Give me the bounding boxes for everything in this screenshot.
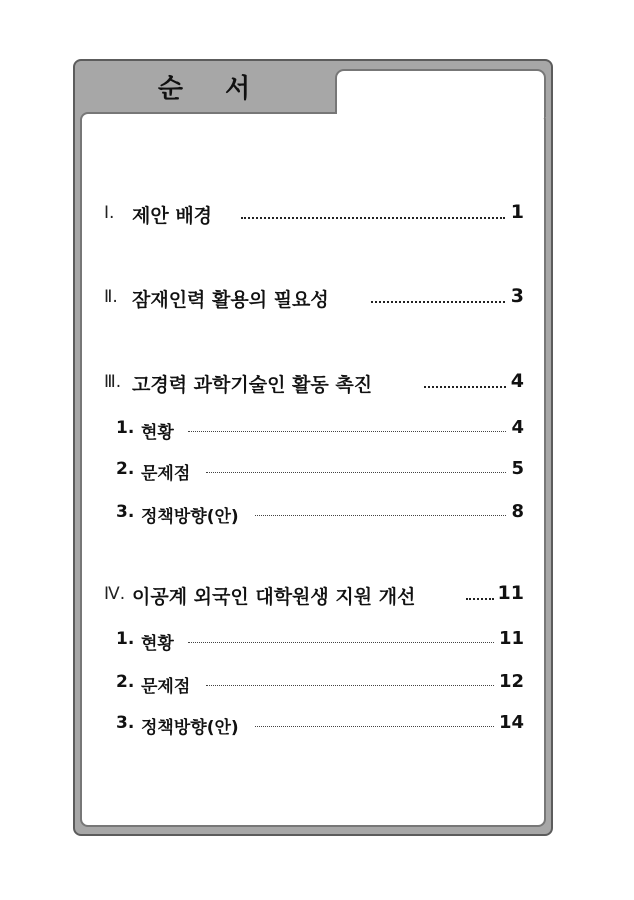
toc-subentry-page: 12 xyxy=(498,671,524,692)
page-title xyxy=(73,61,335,111)
toc-subentry-3-2[interactable] xyxy=(0,457,634,485)
dot-leader xyxy=(255,726,494,727)
toc-entry-number: Ⅰ. xyxy=(104,203,115,223)
toc-entry-number: Ⅳ. xyxy=(104,584,126,604)
toc-entry-page: 11 xyxy=(497,582,524,604)
dot-leader xyxy=(188,431,506,432)
title-char-2: 서 xyxy=(225,73,251,104)
toc-subentry-3-1[interactable] xyxy=(0,416,634,444)
toc-entry-label: 고경력 과학기술인 활동 촉진 xyxy=(132,374,373,396)
toc-subentry-number: 2. xyxy=(116,672,135,692)
toc-subentry-3-3[interactable] xyxy=(0,500,634,528)
dot-leader xyxy=(255,515,506,516)
toc-entry-page: 3 xyxy=(510,285,524,307)
toc-entry-4[interactable] xyxy=(0,581,634,609)
toc-subentry-number: 3. xyxy=(116,713,135,733)
toc-entry-page: 4 xyxy=(510,370,524,392)
toc-subentry-4-2[interactable] xyxy=(0,670,634,698)
toc-subentry-page: 4 xyxy=(511,417,524,438)
dot-leader xyxy=(424,386,506,388)
dot-leader xyxy=(206,685,494,686)
toc-subentry-number: 1. xyxy=(116,629,135,649)
toc-subentry-label: 문제점 xyxy=(141,677,191,697)
toc-entry-number: Ⅲ. xyxy=(104,372,122,392)
toc-entry-label: 이공계 외국인 대학원생 지원 개선 xyxy=(132,586,416,608)
toc-entry-3[interactable] xyxy=(0,369,634,397)
toc-subentry-number: 3. xyxy=(116,502,135,522)
dot-leader xyxy=(241,217,505,219)
toc-subentry-label: 정책방향(안) xyxy=(141,507,239,527)
toc-subentry-label: 현황 xyxy=(141,634,174,654)
toc-entry-label: 잠재인력 활용의 필요성 xyxy=(132,289,329,311)
toc-entry-label: 제안 배경 xyxy=(132,205,213,227)
dot-leader xyxy=(188,642,494,643)
toc-subentry-4-3[interactable] xyxy=(0,711,634,739)
toc-subentry-number: 1. xyxy=(116,418,135,438)
toc-subentry-label: 정책방향(안) xyxy=(141,718,239,738)
toc-subentry-label: 현황 xyxy=(141,423,174,443)
toc-subentry-page: 11 xyxy=(498,628,524,649)
dot-leader xyxy=(466,598,494,600)
toc-subentry-page: 14 xyxy=(498,712,524,733)
toc-subentry-page: 5 xyxy=(511,458,524,479)
title-char-1: 순 xyxy=(157,73,183,104)
toc-subentry-page: 8 xyxy=(511,501,524,522)
dot-leader xyxy=(371,301,505,303)
toc-entry-1[interactable] xyxy=(0,200,634,228)
toc-entry-number: Ⅱ. xyxy=(104,287,118,307)
toc-entry-2[interactable] xyxy=(0,284,634,312)
toc-subentry-4-1[interactable] xyxy=(0,627,634,655)
toc-subentry-number: 2. xyxy=(116,459,135,479)
dot-leader xyxy=(206,472,506,473)
toc-entry-page: 1 xyxy=(510,201,524,223)
toc-subentry-label: 문제점 xyxy=(141,464,191,484)
panel-tab-join xyxy=(337,110,544,118)
